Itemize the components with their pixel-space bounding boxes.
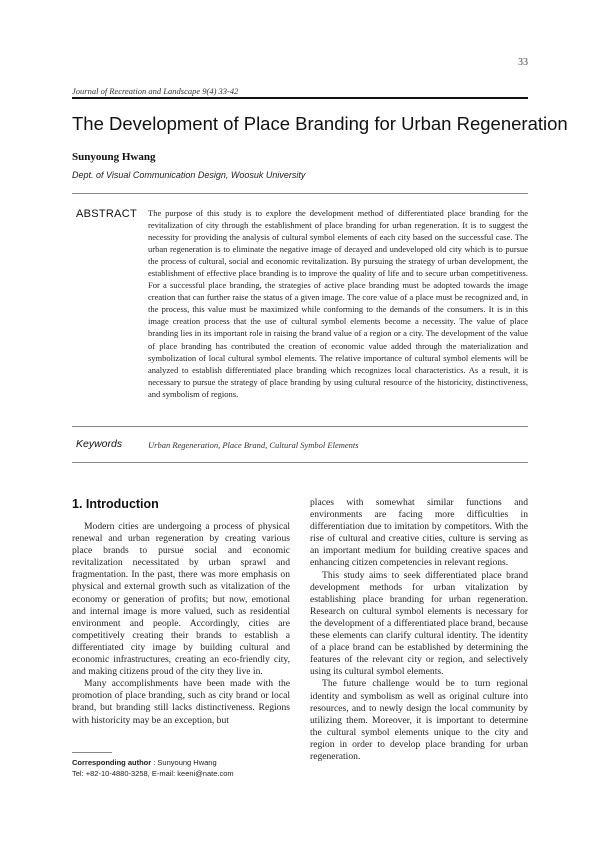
- footnote-corresponding: [72, 758, 217, 767]
- body-column-left: [72, 521, 290, 727]
- footnote-label: Corresponding author: [72, 758, 152, 767]
- keywords-label: Keywords: [76, 438, 123, 450]
- keywords-bottom-rule: [72, 462, 528, 463]
- author-affiliation: Dept. of Visual Communication Design, Woosuk University: [72, 170, 306, 180]
- abstract-text: The purpose of this study is to explore the development method of differentiated place branding for the revitalization of city through the establishment of place branding for urban regeneration. It is to suggest the necessity for providing the analysis of cultural symbol elements of each city based on the successful case. The urban regeneration is to eliminate the negative image of decayed and undeveloped old city which is to pursue the process of cultural, social and economic revitalization. By pursuing the strategy of urban development, the establishment of effective place branding is to improve the quality of life and to secure urban competitiveness. For a successful place branding, the strategies of active place branding must be adopted towards the image creation that can further raise the status of a given image. The core value of a place must be recognized and, in the process, this value must be maximized while conforming to the demands of the consumers. It is in this image creation process that the use of cultural symbol elements become a necessity. The value of place branding lies in its important role in raising the brand value of a region or a city. The development of the value of place branding has contributed the creation of economic value added through the materialization and symbolization of local cultural symbol elements. The relative importance of cultural symbol elements will be analyzed to establish differentiated place branding which recognizes local characteristics. As a result, it is necessary to pursue the strategy of place branding by using cultural resource of the historicity, distinctiveness, and symbolism of regions.: [148, 208, 528, 399]
- body-column-right: [310, 497, 528, 763]
- abstract-bottom-rule: [72, 426, 528, 427]
- author-name: Sunyoung Hwang: [72, 151, 156, 163]
- section-heading: 1. Introduction: [72, 497, 159, 511]
- footnote-rule: [72, 752, 112, 753]
- paragraph: Many accomplishments have been made with the promotion of place branding, such as city brand or local brand, but branding still lacks distinctiveness. Regions with historicity may be an exception, but: [72, 678, 290, 726]
- paragraph: Modern cities are undergoing a process of physical renewal and urban regeneration by creating various place brands to pursue social and economic revitalization necessitated by urban sprawl and fragmentation. In the past, there was more emphasis on physical and external growth such as vitalization of the economy or generation of profits; but now, emotional and internal image is more valued, such as residential environment and people. Accordingly, cities are competitively creating their brands to establish a differentiated city image by building cultural and economic infrastructures, creating an eco-friendly city, and making citizens proud of the city they live in.: [72, 521, 290, 678]
- keywords-text: Urban Regeneration, Place Brand, Cultural Symbol Elements: [148, 440, 359, 450]
- paragraph: places with somewhat similar functions and environments are facing more difficulties in differentiation due to imitation by competitors. With the rise of cultural and creative cities, culture is serving as an important medium for building creative spaces and enhancing citizen competencies in relevant regions.: [310, 497, 528, 569]
- paper-title: The Development of Place Branding for Urban Regeneration: [72, 113, 568, 134]
- page-number: 33: [518, 57, 528, 68]
- paragraph: This study aims to seek differentiated place brand development methods for urban vitalization by establishing place branding for urban regeneration. Research on cultural symbol elements is necessary for the development of a differentiated place brand, because these elements can clarify cultural identity. The identity of a place brand can be established by determining the features of the relevant city or region, and selectively using its cultural symbol elements.: [310, 569, 528, 678]
- footnote-contact: Tel: +82-10-4880-3258, E-mail: keeni@nate.com: [72, 769, 234, 778]
- abstract-label: ABSTRACT: [76, 208, 138, 220]
- journal-citation: Journal of Recreation and Landscape 9(4) 33-42: [72, 86, 239, 96]
- header-rule: [72, 97, 528, 99]
- footnote-name: : Sunyoung Hwang: [153, 758, 217, 767]
- paragraph: The future challenge would be to turn regional identity and symbolism as well as original culture into resources, and to newly design the local community by utilizing them. Moreover, it is important to determine the cultural symbol elements unique to the city and region in order to develop place branding for urban regeneration.: [310, 678, 528, 762]
- abstract-top-rule: [72, 193, 528, 194]
